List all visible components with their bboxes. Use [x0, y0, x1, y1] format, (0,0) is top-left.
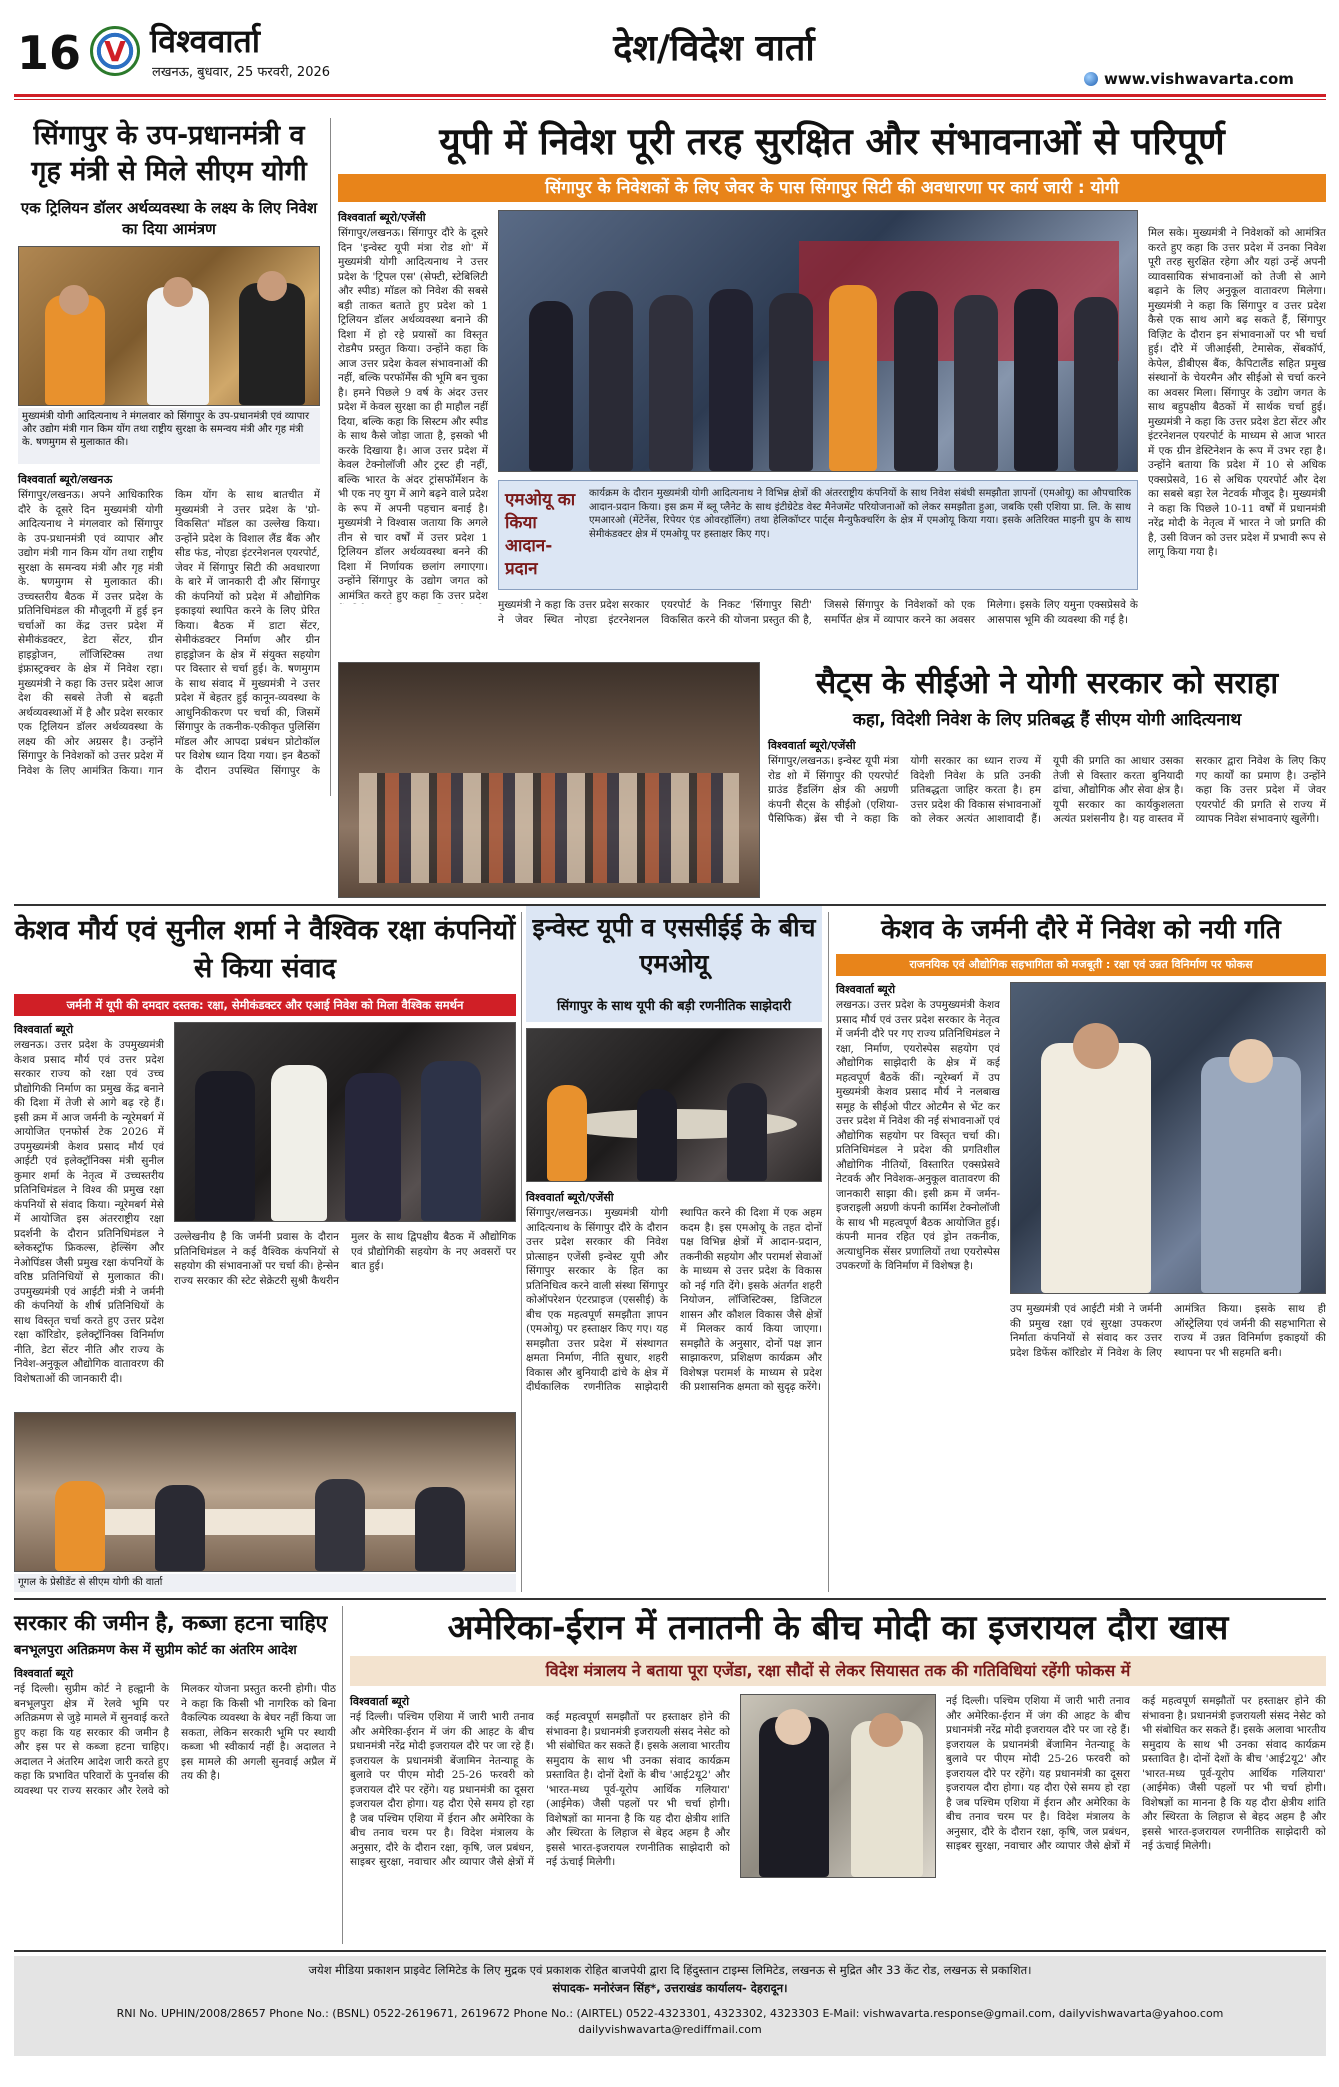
- keshav-germany-strap: राजनयिक एवं औद्योगिक सहभागिता को मजबूती : रक्षा एवं उन्नत विनिर्माण पर फोकस: [836, 954, 1326, 976]
- invest-up-photo: [526, 1028, 822, 1182]
- singapore-photo: [18, 246, 320, 406]
- israel-body-b: नई दिल्ली। पश्चिम एशिया में जारी भारी तनाव और अमेरिका-ईरान में जंग की आहट के बीच प्रधानमंत्री नरेंद्र मोदी इजरायल दौरे पर जा रहे हैं। इजरायल के प्रधानमंत्री बेंजामिन नेतन्याहू के बुलावे पर पीएम मोदी 25-26 फरवरी को इजरायल दौरे पर रहेंगे। यह प्रधानमंत्री का दूसरा इजरायल दौरा होगा। यह दौरा ऐसे समय हो रहा है जब पश्चिम एशिया में ईरान और अमेरिका के बीच तनाव चरम पर है। विदेश मंत्रालय के अनुसार, दौरे के दौरान रक्षा, कृषि, जल प्रबंधन, साइबर सुरक्षा, नवाचार और व्यापार जैसे क्षेत्रों में कई महत्वपूर्ण समझौतों पर हस्ताक्षर होने की संभावना है। प्रधानमंत्री इजरायली संसद नेसेट को भी संबोधित कर सकते हैं। इसके अलावा भारतीय समुदाय के साथ भी उनका संवाद कार्यक्रम प्रस्तावित है। दोनों देशों के बीच 'आई2यू2' और 'भारत-मध्य पूर्व-यूरोप आर्थिक गलियारा' (आईमेक) जैसी पहलों पर भी चर्चा होगी। विशेषज्ञों का मानना है कि यह दौरा क्षेत्रीय शांति और स्थिरता के लिहाज से बेहद अहम है और इससे भारत-इजरायल रणनीतिक साझेदारी को नई ऊंचाई मिलेगी।: [946, 1695, 1326, 1852]
- keshav-maurya-photo: [174, 1022, 516, 1222]
- dateline: लखनऊ, बुधवार, 25 फरवरी, 2026: [152, 65, 331, 80]
- singapore-body: सिंगापुर/लखनऊ। अपने आधिकारिक दौरे के दूसरे दिन मुख्यमंत्री योगी आदित्यनाथ ने मंगलवार को सिंगापुर के उप-प्रधानमंत्री एवं व्यापार और उद्योग मंत्री गान किम योंग तथा राष्ट्रीय सुरक्षा के समन्वय मंत्री और गृह मंत्री के. षणमुगम से मुलाकात की। उच्चस्तरीय बैठक में उत्तर प्रदेश के प्रतिनिधिमंडल की मौजूदगी में हुई इन चर्चाओं का केंद्र उत्तर प्रदेश में सेमीकंडक्टर, डेटा सेंटर, ग्रीन हाइड्रोजन, लॉजिस्टिक्स तथा इंफ्रास्ट्रक्चर के क्षेत्र में निवेश रहा। मुख्यमंत्री ने कहा कि उत्तर प्रदेश आज देश की सबसे तेजी से बढ़ती अर्थव्यवस्थाओं में है और प्रदेश सरकार एक ट्रिलियन डॉलर अर्थव्यवस्था के लक्ष्य की ओर अग्रसर है। उन्होंने सिंगापुर के निवेशकों को उत्तर प्रदेश में निवेश के लिए आमंत्रित किया। गान किम योंग के साथ बातचीत में मुख्यमंत्री ने उत्तर प्रदेश के 'ग्रो-विकसित' मॉडल का उल्लेख किया। उन्होंने प्रदेश के विशाल लैंड बैंक और सीड फंड, नोएडा इंटरनेशनल एयरपोर्ट, जेवर में सिंगापुर सिटी की अवधारणा के बारे में जानकारी दी और सिंगापुर की कंपनियों को प्रदेश में औद्योगिक इकाइयां स्थापित करने के लिए प्रेरित किया। बैठक में डाटा सेंटर, सेमीकंडक्टर निर्माण और ग्रीन हाइड्रोजन के क्षेत्र में संयुक्त सहयोग पर विस्तार से चर्चा हुई। के. षणमुगम के साथ संवाद में मुख्यमंत्री ने उत्तर प्रदेश में बेहतर हुई कानून-व्यवस्था के आधुनिकीकरण पर चर्चा की, जिसमें सिंगापुर के तकनीक-एकीकृत पुलिसिंग मॉडल और आपदा प्रबंधन प्रोटोकॉल पर विशेष ध्यान दिया गया। इन बैठकों के दौरान उपस्थित सिंगापुर के: [18, 489, 320, 777]
- keshav-germany-body: लखनऊ। उत्तर प्रदेश के उपमुख्यमंत्री केशव प्रसाद मौर्य एवं उत्तर प्रदेश सरकार के नेतृत्व में जर्मनी दौरे पर गए राज्य प्रतिनिधिमंडल ने रक्षा, निर्माण, एयरोस्पेस सहयोग एवं औद्योगिक साझेदारी के क्षेत्र में कई महत्वपूर्ण बैठकें कीं। न्यूरेम्बर्ग में उप मुख्यमंत्री केशव प्रसाद मौर्य ने नलबाख समूह के सीईओ पीटर ओटमैन से भेंट कर उत्तर प्रदेश में निवेश की नई संभावनाओं एवं औद्योगिक सहयोग पर विस्तृत चर्चा की। प्रतिनिधिमंडल ने प्रदेश की प्रगतिशील औद्योगिक नीतियों, विस्तारित एक्सप्रेसवे नेटवर्क और निवेशक-अनुकूल वातावरण की जानकारी साझा की। इसी क्रम में जर्मन-इजराइली अग्रणी कंपनी कार्मिश टेक्नोलॉजी के साथ भी महत्वपूर्ण बैठक आयोजित हुई। कंपनी मानव रहित एवं ड्रोन तकनीक, अत्याधुनिक सेंसर प्रणालियों तथा एयरोस्पेस उपकरणों के विनिर्माण में विशेषज्ञ है।: [836, 999, 1000, 1272]
- mou-text: कार्यक्रम के दौरान मुख्यमंत्री योगी आदित्यनाथ ने विभिन्न क्षेत्रों की अंतरराष्ट्रीय कंपनियों के साथ निवेश संबंधी समझौता ज्ञापनों (एमओयू) का औपचारिक आदान-प्रदान किया। इस क्रम में ब्लू प्लैनेट के साथ इंटीग्रेटेड वेस्ट मैनेजमेंट परियोजनाओं को लेकर समझौता हुआ, जबकि एसी एशिया प्रा. लि. के साथ एमआरओ (मेंटेनेंस, रिपेयर एंड ओवरहॉलिंग) तथा हेलिकॉप्टर पार्ट्स मैन्युफैक्चरिंग के क्षेत्र में एमओयू किया गया। इसके अतिरिक्त माइनी ग्रुप के साथ सेमीकंडक्टर क्षेत्र में एमओयू पर हस्ताक्षर किए गए।: [589, 488, 1131, 540]
- singapore-subhead: एक ट्रिलियन डॉलर अर्थव्यवस्था के लक्ष्य के लिए निवेश का दिया आमंत्रण: [20, 199, 318, 238]
- footer-line-2: संपादक- मनोरंजन सिंह*, उत्तराखंड कार्यालय- देहरादून।: [552, 1981, 788, 1995]
- invest-up-headline: इन्वेस्ट यूपी व एससीईई के बीच एमओयू: [532, 913, 816, 978]
- israel-strap: विदेश मंत्रालय ने बताया पूरा एजेंडा, रक्षा सौदों से लेकर सियासत तक की गतिविधियां रहेंगी फोकस में: [545, 1661, 1131, 1680]
- israel-body-a: नई दिल्ली। पश्चिम एशिया में जारी भारी तनाव और अमेरिका-ईरान में जंग की आहट के बीच प्रधानमंत्री नरेंद्र मोदी इजरायल दौरे पर जा रहे हैं। इजरायल के प्रधानमंत्री बेंजामिन नेतन्याहू के बुलावे पर पीएम मोदी 25-26 फरवरी को इजरायल दौरे पर रहेंगे। यह प्रधानमंत्री का दूसरा इजरायल दौरा होगा। यह दौरा ऐसे समय हो रहा है जब पश्चिम एशिया में ईरान और अमेरिका के बीच तनाव चरम पर है। विदेश मंत्रालय के अनुसार, दौरे के दौरान रक्षा, कृषि, जल प्रबंधन, साइबर सुरक्षा, नवाचार और व्यापार जैसे क्षेत्रों में कई महत्वपूर्ण समझौतों पर हस्ताक्षर होने की संभावना है। प्रधानमंत्री इजरायली संसद नेसेट को भी संबोधित कर सकते हैं। इसके अलावा भारतीय समुदाय के साथ भी उनका संवाद कार्यक्रम प्रस्तावित है। दोनों देशों के बीच 'आई2यू2' और 'भारत-मध्य पूर्व-यूरोप आर्थिक गलियारा' (आईमेक) जैसी पहलों पर भी चर्चा होगी। विशेषज्ञों का मानना है कि यह दौरा क्षेत्रीय शांति और स्थिरता के लिहाज से बेहद अहम है और इससे भारत-इजरायल रणनीतिक साझेदारी को नई ऊंचाई मिलेगी।: [350, 1711, 730, 1868]
- logo-letter: V: [104, 35, 126, 68]
- story-keshav-maurya: [14, 912, 516, 1592]
- mou-box: [498, 480, 1138, 590]
- israel-photo: [740, 1694, 936, 1878]
- sats-headline: सैट्स के सीईओ ने योगी सरकार को सराहा: [815, 666, 1279, 701]
- investment-byline: विश्ववार्ता ब्यूरो/एजेंसी: [338, 211, 426, 224]
- story-invest-up: [526, 900, 822, 1600]
- col-divider: [330, 118, 331, 796]
- masthead: [14, 18, 1326, 88]
- land-byline: विश्ववार्ता ब्यूरो: [14, 1667, 74, 1680]
- website-link[interactable]: www.vishwavarta.com: [1104, 70, 1294, 88]
- investment-photo: [498, 210, 1138, 472]
- israel-strap-box: [350, 1656, 1326, 1686]
- col-divider-4: [342, 1606, 343, 1944]
- sats-byline: विश्ववार्ता ब्यूरो/एजेंसी: [768, 739, 856, 752]
- singapore-byline: विश्ववार्ता ब्यूरो/लखनऊ: [18, 473, 113, 486]
- story-land: [14, 1606, 336, 1946]
- footer-rule: [14, 1950, 1326, 1952]
- col-divider-2: [521, 912, 522, 1592]
- keshav-maurya-body2: उल्लेखनीय है कि जर्मनी प्रवास के दौरान प्रतिनिधिमंडल ने कई वैश्विक कंपनियों से सहयोग की संभावनाओं पर चर्चा की। हेन्सेन राज्य सरकार की स्टेट सेक्रेटरी सुश्री कैथरीन मुलर के साथ द्विपक्षीय बैठक में औद्योगिक एवं प्रौद्योगिकी सहयोग के नए अवसरों पर बात हुई।: [174, 1231, 516, 1287]
- keshav-germany-headline: केशव के जर्मनी दौरे में निवेश को नयी गति: [881, 915, 1281, 945]
- investment-body-right: मिल सके। मुख्यमंत्री ने निवेशकों को आमंत्रित करते हुए कहा कि उत्तर प्रदेश में उनका निवेश पूरी तरह सुरक्षित रहेगा और यहां उन्हें अपनी व्यावसायिक संभावनाओं को तेजी से आगे बढ़ाने के लिए अनुकूल वातावरण मिलेगा। मुख्यमंत्री ने कहा कि सिंगापुर व उत्तर प्रदेश कैसे एक साथ आगे बढ़ सकते हैं, सिंगापुर विज़िट के दौरान इन संभावनाओं पर भी चर्चा हुई। दौरे में जीआईसी, टेमासेक, सेंबकॉर्प, केपेल, डीबीएस बैंक, कैपिटालैंड सहित प्रमुख संस्थानों के चेयरमैन और सीईओ से चर्चा करने का अवसर मिला। सिंगापुर के उद्योग जगत के साथ बहुपक्षीय बैठकों में सार्थक चर्चा हुई। मुख्यमंत्री ने कहा कि उत्तर प्रदेश डेटा सेंटर और इंटरनेशनल एयरपोर्ट के माध्यम से आज भारत में एक ग्रीन डेस्टिनेशन के रूप में उभर रहा है। उन्होंने बताया कि प्रदेश में 10 से अधिक एक्सप्रेसवे, 16 से अधिक एयरपोर्ट और देश का सबसे बड़ा रेल नेटवर्क मौजूद है। मुख्यमंत्री ने कहा कि पिछले 10-11 वर्षों में प्रधानमंत्री नरेंद्र मोदी के नेतृत्व में भारत ने जो प्रगति की है, उसी विजन को उत्तर प्रदेश में प्रभावी रूप से लागू किया गया है।: [1148, 227, 1326, 558]
- story-keshav-germany: [836, 912, 1326, 1592]
- israel-byline: विश्ववार्ता ब्यूरो: [350, 1695, 410, 1708]
- singapore-headline: सिंगापुर के उप-प्रधानमंत्री व गृह मंत्री से मिले सीएम योगी: [31, 120, 307, 187]
- keshav-maurya-strap: जर्मनी में यूपी की दमदार दस्तक: रक्षा, सेमीकंडक्टर और एआई निवेश को मिला वैश्विक समर्थन: [14, 994, 516, 1016]
- section-title: देश/विदेश वार्ता: [613, 28, 815, 69]
- keshav-maurya-headline: केशव मौर्य एवं सुनील शर्मा ने वैश्विक रक्षा कंपनियों से किया संवाद: [14, 915, 516, 984]
- footer-line-3: RNI No. UPHIN/2008/28657 Phone No.: (BSNL) 0522-2619671, 2619672 Phone No.: (AIRTEL) 0522-4323301, 4323302, 4323303 E-Mail: vishwavarta.response@gmail.com, dailyvishwavarta@yahoo.com dailyvishwavarta@rediffmail.com: [116, 2007, 1224, 2036]
- section-rule-2: [14, 1598, 1326, 1600]
- story-sats: [768, 662, 1326, 898]
- investment-body-left: सिंगापुर/लखनऊ। सिंगापुर दौरे के दूसरे दिन 'इन्वेस्ट यूपी मंत्रा रोड शो' में मुख्यमंत्री योगी आदित्यनाथ ने उत्तर प्रदेश के 'ट्रिपल एस' (सेफ्टी, स्टेबिलिटी और स्पीड) मॉडल को निवेश की सबसे बड़ी ताकत बताते हुए प्रदेश को 1 ट्रिलियन डॉलर अर्थव्यवस्था बनाने की दिशा में हो रहे प्रयासों का विस्तृत रोडमैप प्रस्तुत किया। उन्होंने कहा कि आज उत्तर प्रदेश केवल संभावनाओं की नहीं, बल्कि परफॉर्मेंस की भूमि बन चुका है। हमने पिछले 9 वर्ष के अंदर उत्तर प्रदेश में केवल सुरक्षा का ही माहौल नहीं दिया, बल्कि कहा कि सिस्टम और स्पीड के साथ कैसे जोड़ा जाता है, इसको भी करके दिखाया है। आज उत्तर प्रदेश में केवल टेक्नोलॉजी और ट्रस्ट ही नहीं, बल्कि भारत के अंदर ट्रांसफॉर्मेशन के भी एक नए युग में आगे बढ़ने वाले प्रदेश के रूप में अपनी पहचान बनाई है। मुख्यमंत्री ने विश्वास जताया कि अगले तीन से चार वर्षों में उत्तर प्रदेश 1 ट्रिलियन डॉलर अर्थव्यवस्था बनने की दिशा में निर्णायक छलांग लगाएगा। उन्होंने सिंगापुर के उद्योग जगत को आमंत्रित करते हुए कहा कि उत्तर प्रदेश: [338, 227, 488, 602]
- story-singapore: [14, 118, 324, 798]
- sats-subhead: कहा, विदेशी निवेश के लिए प्रतिबद्ध हैं सीएम योगी आदित्यनाथ: [852, 710, 1242, 730]
- investment-headline: यूपी में निवेश पूरी तरह सुरक्षित और संभावनाओं से परिपूर्ण: [439, 120, 1225, 163]
- page-number: 16: [16, 26, 81, 80]
- sats-photo: [338, 662, 760, 898]
- keshav-germany-body2: उप मुख्यमंत्री एवं आईटी मंत्री ने जर्मनी की प्रमुख रक्षा एवं सुरक्षा उपकरण निर्माता कंपनियों से संवाद कर उत्तर प्रदेश डिफेंस कॉरिडोर में निवेश के लिए आमंत्रित किया। इसके साथ ही ऑस्ट्रेलिया एवं जर्मनी की सहभागिता से राज्य में उन्नत विनिर्माण इकाइयों की स्थापना पर भी सहमति बनी।: [1010, 1303, 1326, 1359]
- investment-body-bottom: मुख्यमंत्री ने कहा कि उत्तर प्रदेश सरकार ने जेवर स्थित नोएडा इंटरनेशनल एयरपोर्ट के निकट 'सिंगापुर सिटी' विकसित करने की योजना प्रस्तुत की है, जिससे सिंगापुर के निवेशकों को एक समर्पित क्षेत्र में व्यापार करने का अवसर मिलेगा। इसके लिए यमुना एक्सप्रेसवे के आसपास भूमि की व्यवस्था की गई है।: [498, 599, 1138, 626]
- sats-body: सिंगापुर/लखनऊ। इन्वेस्ट यूपी मंत्रा रोड शो में सिंगापुर की एयरपोर्ट ग्राउंड हैंडलिंग क्षेत्र की अग्रणी कंपनी सैट्स के सीईओ (एशिया-पैसिफिक) ब्रेंस ची ने कहा कि योगी सरकार का ध्यान राज्य में विदेशी निवेश के प्रति उनकी प्रतिबद्धता जाहिर करता है। हम उत्तर प्रदेश की विकास संभावनाओं को लेकर अत्यंत आशावादी हैं। यूपी की प्रगति का आधार उसका तेजी से विस्तार करता बुनियादी ढांचा, औद्योगिक और सेवा क्षेत्र है। यूपी सरकार का कार्यकुशलता अत्यंत प्रशंसनीय है। यह वास्तव में सरकार द्वारा निवेश के लिए किए गए कार्यों का प्रमाण है। उन्होंने कहा कि उत्तर प्रदेश में जेवर एयरपोर्ट की प्रगति से राज्य में व्यापक निवेश संभावनाएं खुलेंगी।: [768, 755, 1326, 825]
- keshav-maurya-body: लखनऊ। उत्तर प्रदेश के उपमुख्यमंत्री केशव प्रसाद मौर्य एवं उत्तर प्रदेश सरकार राज्य को रक्षा एवं उच्च प्रौद्योगिकी निर्माण का प्रमुख केंद्र बनाने की दिशा में तेजी से आगे बढ़ रहे हैं। इसी क्रम में आज जर्मनी के न्यूरेमबर्ग में आयोजित एनफोर्स टेक 2026 में उपमुख्यमंत्री केशव प्रसाद मौर्य एवं आईटी एवं इलेक्ट्रॉनिक्स मंत्री सुनील कुमार शर्मा के नेतृत्व में उच्चस्तरीय प्रतिनिधिमंडल ने विश्व की प्रमुख रक्षा कंपनियों से संवाद किया। न्यूरेमबर्ग मेसे में आयोजित इस अंतरराष्ट्रीय रक्षा प्रदर्शनी के दौरान प्रतिनिधिमंडल ने ब्लेकस्ट्रॉफ फ्रिकल्स, हेल्सिंग और नेओपिंडस जैसी प्रमुख रक्षा कंपनियों के वरिष्ठ प्रतिनिधियों से मुलाकात की। उपमुख्यमंत्री एवं आईटी मंत्री ने जर्मनी की कंपनियों के शीर्ष प्रतिनिधियों के साथ विस्तृत चर्चा करते हुए उत्तर प्रदेश रक्षा कॉरिडोर, इलेक्ट्रॉनिक्स विनिर्माण नीति, डेटा सेंटर नीति और राज्य के निवेश-अनुकूल औद्योगिक वातावरण की विशेषताओं की जानकारी दी।: [14, 1039, 164, 1385]
- land-subhead: बनभूलपुरा अतिक्रमण केस में सुप्रीम कोर्ट का अंतरिम आदेश: [14, 1643, 297, 1658]
- logo-icon: [90, 26, 140, 76]
- invest-up-byline: विश्ववार्ता ब्यूरो/एजेंसी: [526, 1191, 614, 1204]
- land-body: नई दिल्ली। सुप्रीम कोर्ट ने हल्द्वानी के बनभूलपुरा क्षेत्र में रेलवे भूमि पर अतिक्रमण से जुड़े मामले में सुनवाई करते हुए कहा कि यह सरकार की जमीन है और इस पर से कब्जा हटना चाहिए। अदालत ने अंतरिम आदेश जारी करते हुए कहा कि प्रभावित परिवारों के पुनर्वास की व्यवस्था पर राज्य सरकार और रेलवे को मिलकर योजना प्रस्तुत करनी होगी। पीठ ने कहा कि किसी भी नागरिक को बिना वैकल्पिक व्यवस्था के बेघर नहीं किया जा सकता, लेकिन सरकारी भूमि पर स्थायी कब्जा भी स्वीकार्य नहीं है। अदालत ने इस मामले की अगली सुनवाई अप्रैल में तय की है।: [14, 1683, 336, 1797]
- globe-icon: [1084, 72, 1098, 86]
- keshav-maurya-byline: विश्ववार्ता ब्यूरो: [14, 1023, 74, 1036]
- israel-headline: अमेरिका-ईरान में तनातनी के बीच मोदी का इजरायल दौरा खास: [447, 1608, 1229, 1648]
- mou-label: एमओयू का किया आदान-प्रदान: [505, 490, 576, 579]
- story-israel: [350, 1606, 1326, 1946]
- story-investment: [338, 118, 1326, 678]
- google-meeting-caption: गूगल के प्रेसीडेंट से सीएम योगी की वार्ता: [14, 1574, 516, 1592]
- singapore-caption: मुख्यमंत्री योगी आदित्यनाथ ने मंगलवार को सिंगापुर के उप-प्रधानमंत्री एवं व्यापार और उद्योग मंत्री गान किम योंग तथा राष्ट्रीय सुरक्षा के समन्वय मंत्री और गृह मंत्री के. षणमुगम से मुलाकात की।: [18, 408, 320, 464]
- land-headline: सरकार की जमीन है, कब्जा हटना चाहिए: [14, 1611, 328, 1635]
- investment-strap: सिंगापुर के निवेशकों के लिए जेवर के पास सिंगापुर सिटी की अवधारणा पर कार्य जारी : योगी: [338, 174, 1326, 202]
- keshav-germany-byline: विश्ववार्ता ब्यूरो: [836, 983, 896, 996]
- invest-up-box: [526, 906, 822, 1022]
- footer: [14, 1956, 1326, 2056]
- invest-up-subhead: सिंगापुर के साथ यूपी की बड़ी रणनीतिक साझेदारी: [556, 999, 792, 1014]
- footer-line-1: जयेश मीडिया प्रकाशन प्राइवेट लिमिटेड के लिए मुद्रक एवं प्रकाशक रोहित बाजपेयी द्वारा दि हिंदुस्तान टाइम्स लिमिटेड, लखनऊ से मुद्रित और 33 केंट रोड, लखनऊ से प्रकाशित।: [308, 1963, 1032, 1977]
- google-meeting-photo: [14, 1412, 516, 1572]
- col-divider-3: [828, 912, 829, 1592]
- masthead-rule-thin: [14, 99, 1326, 100]
- paper-name: विश्ववार्ता: [150, 22, 261, 60]
- invest-up-body: सिंगापुर/लखनऊ। मुख्यमंत्री योगी आदित्यनाथ के सिंगापुर दौरे के दौरान उत्तर प्रदेश सरकार की निवेश प्रोत्साहन एजेंसी इन्वेस्ट यूपी और सिंगापुर सरकार के हित का प्रतिनिधित्व करने वाली संस्था सिंगापुर कोऑपरेशन एंटरप्राइज (एससीई) के बीच एक महत्वपूर्ण समझौता ज्ञापन (एमओयू) पर हस्ताक्षर किए गए। यह समझौता उत्तर प्रदेश में संस्थागत क्षमता निर्माण, नीति सुधार, शहरी विकास और बुनियादी ढांचे के क्षेत्र में दीर्घकालिक रणनीतिक साझेदारी स्थापित करने की दिशा में एक अहम कदम है। इस एमओयू के तहत दोनों पक्ष विभिन्न क्षेत्रों में आदान-प्रदान, तकनीकी सहयोग और परामर्श सेवाओं के माध्यम से उत्तर प्रदेश के विकास को नई गति देंगे। इसके अंतर्गत शहरी नियोजन, लॉजिस्टिक्स, डिजिटल शासन और कौशल विकास जैसे क्षेत्रों में मिलकर कार्य किया जाएगा। समझौते के अनुसार, दोनों पक्ष ज्ञान साझाकरण, प्रशिक्षण कार्यक्रम और विशेषज्ञ परामर्श के माध्यम से प्रदेश की प्रशासनिक क्षमता को सुदृढ़ करेंगे।: [526, 1207, 822, 1393]
- keshav-germany-photo: [1010, 982, 1326, 1294]
- masthead-rule: [14, 94, 1326, 97]
